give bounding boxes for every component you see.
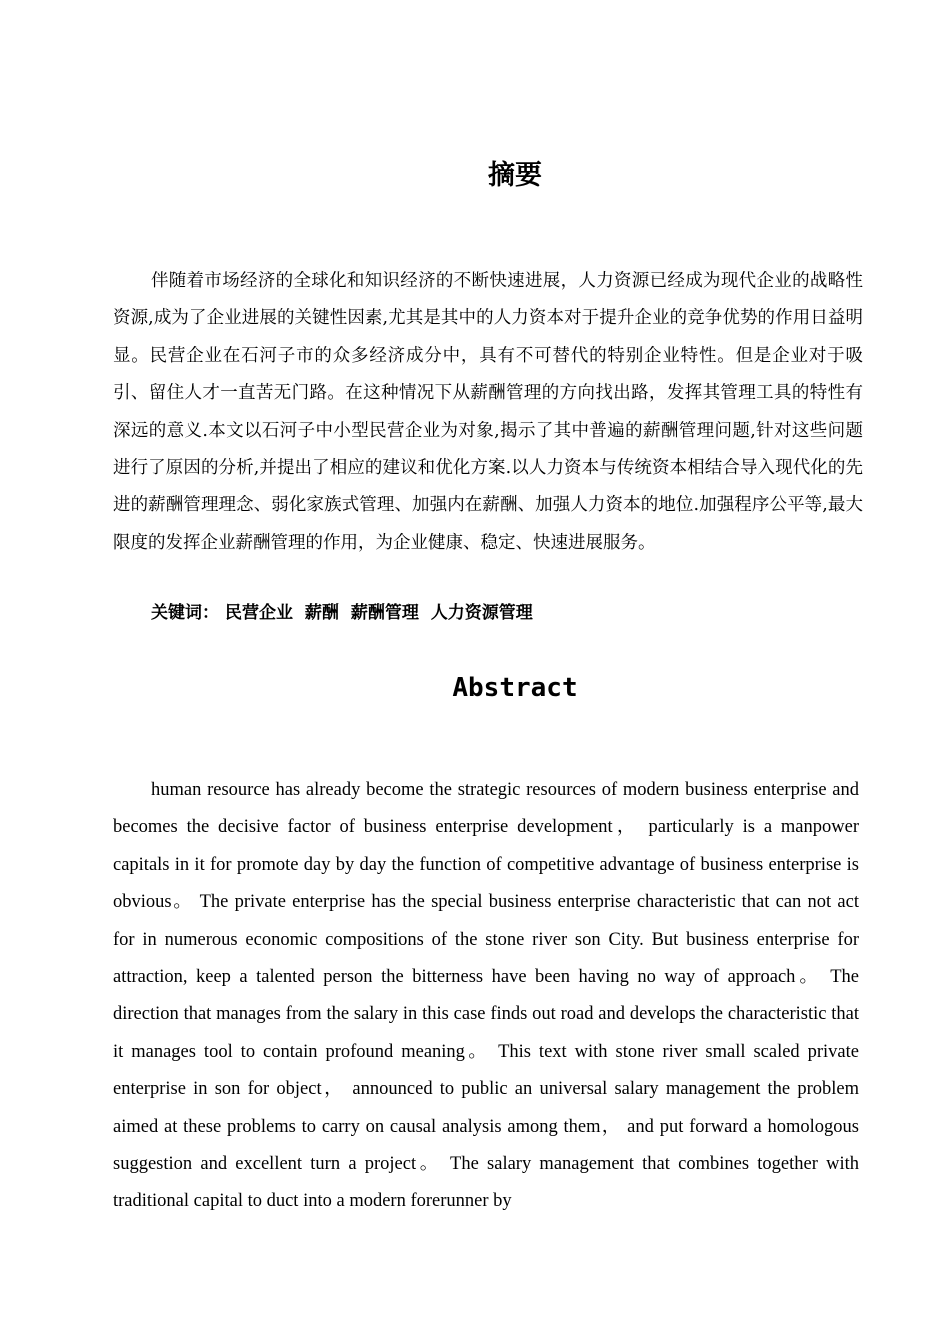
abstract-en-body: human resource has already become the strategic resources of modern business enterprise and becomes the decisive factor of business enterprise development， particularly is a manpower capitals in it for promote day by day the function of competitive advantage of business enterprise is obvious。 The private enterprise has the special business enterprise characteristic that can not act for in numerous economic compositions of the stone river son City. But business enterprise for attraction, keep a talented person the bitterness have been having no way of approach。 The direction that manages from the salary in this case finds out road and develops the characteristic that it manages tool to contain profound meaning。 This text with stone river small scaled private enterprise in son for object， announced to public an universal salary management the problem aimed at these problems to carry on causal analysis among them， and put forward a homologous suggestion and excellent turn a project。 The salary management that combines together with traditional capital to duct into a modern forerunner by <box>113 780 859 1212</box>
abstract-en-title: Abstract <box>452 673 578 703</box>
keyword-item: 薪酬 <box>304 603 339 623</box>
abstract-cn-body: 伴随着市场经济的全球化和知识经济的不断快速进展，人力资源已经成为现代企业的战略性资源,成为了企业进展的关键性因素,尤其是其中的人力资本对于提升企业的竞争优势的作用日益明显。民营企业在石河子市的众多经济成分中，具有不可替代的特别企业特性。但是企业对于吸引、留住人才一直苦无门路。在这种情况下从薪酬管理的方向找出路，发挥其管理工具的特性有深远的意义.本文以石河子中小型民营企业为对象,揭示了其中普遍的薪酬管理问题,针对这些问题进行了原因的分析,并提出了相应的建议和优化方案.以人力资本与传统资本相结合导入现代化的先进的薪酬管理理念、弱化家族式管理、加强内在薪酬、加强人力资本的地位.加强程序公平等,最大限度的发挥企业薪酬管理的作用，为企业健康、稳定、快速进展服务。 <box>113 271 863 553</box>
keyword-item: 人力资源管理 <box>430 603 533 623</box>
keywords-label: 关键词： <box>151 603 219 623</box>
keywords-line <box>151 598 863 628</box>
keyword-item: 薪酬管理 <box>350 603 419 623</box>
abstract-cn-title: 摘要 <box>488 160 542 191</box>
keyword-item: 民营企业 <box>225 603 293 623</box>
